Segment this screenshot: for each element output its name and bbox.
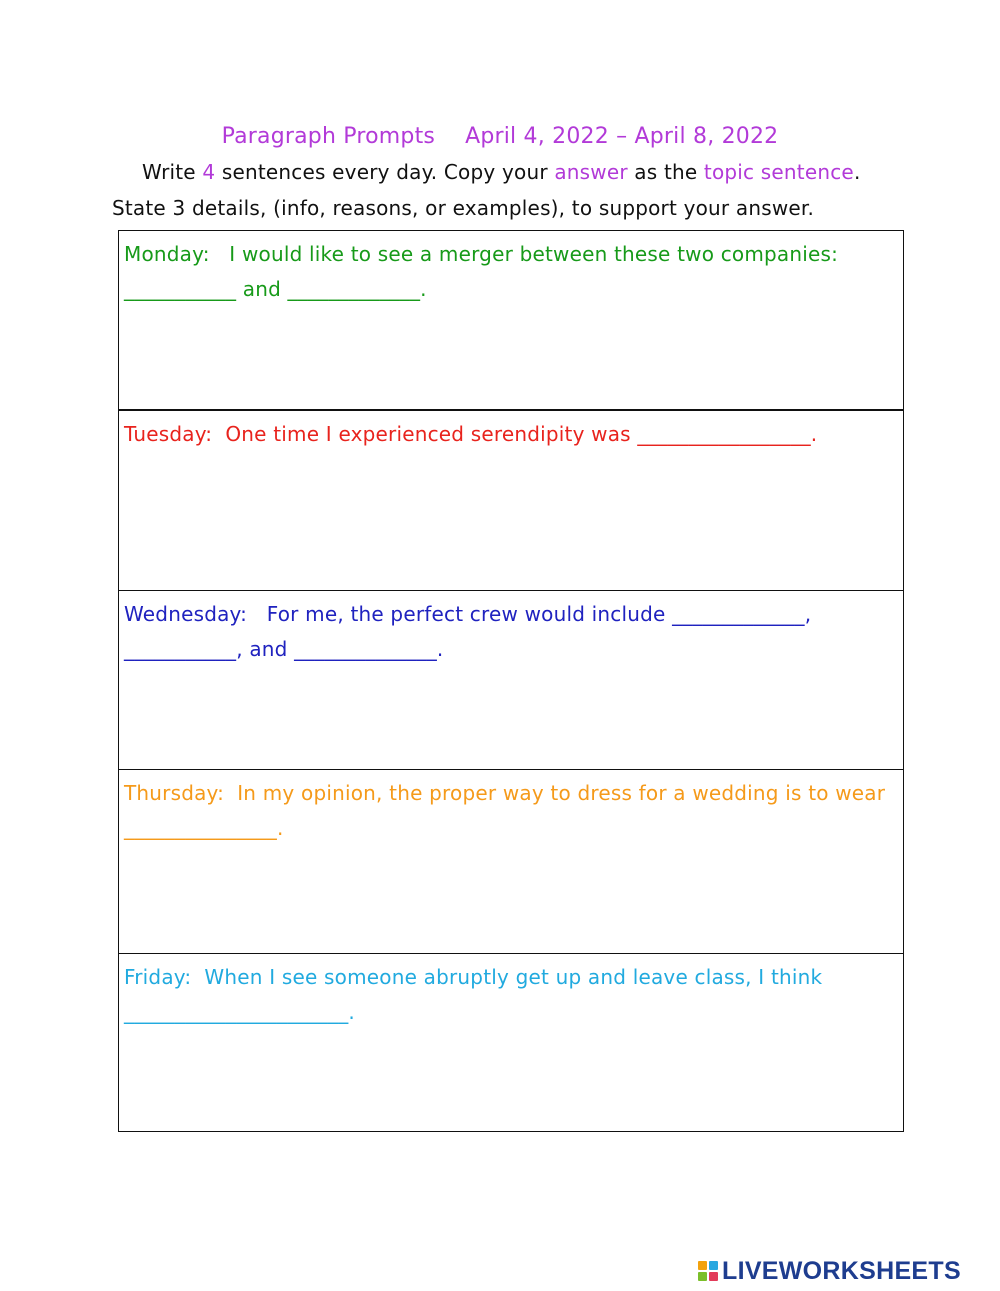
date-range: April 4, 2022 – April 8, 2022 [465,124,779,149]
prompt-tuesday: Tuesday: One time I experienced serendipity was _________________. [124,422,818,446]
liveworksheets-logo[interactable] [698,1258,961,1284]
liveworksheets-logo-icon [698,1261,718,1281]
prompt-row-tuesday[interactable] [119,411,903,591]
topic-sentence-word: topic sentence [703,160,854,184]
instruction-line-2: State 3 details, (info, reasons, or examples), to support your answer. [112,196,815,220]
prompt-wednesday: Wednesday: For me, the perfect crew would include _____________, ___________, and ______________. [124,602,818,661]
instruction-text: as the [627,160,704,184]
sentence-count: 4 [202,160,216,184]
prompt-table [118,230,904,1132]
prompt-friday: Friday: When I see someone abruptly get up and leave class, I think ______________________. [124,965,829,1024]
logo-text: LIVEWORKSHEETS [722,1256,961,1285]
answer-word: answer [554,160,628,184]
title-text: Paragraph Prompts [221,124,436,149]
instruction-line-1 [142,160,861,184]
instruction-text: . [853,160,861,184]
prompt-row-friday[interactable] [119,954,903,1131]
prompt-row-wednesday[interactable] [119,591,903,770]
instruction-text: Write [142,160,203,184]
prompt-row-monday[interactable] [119,231,903,411]
prompt-row-thursday[interactable] [119,770,903,954]
prompt-thursday: Thursday: In my opinion, the proper way to dress for a wedding is to wear _______________. [124,781,892,840]
instruction-text: sentences every day. Copy your [215,160,555,184]
prompt-monday: Monday: I would like to see a merger between these two companies: ___________ and _____________. [124,242,845,301]
worksheet-title [0,124,1000,149]
